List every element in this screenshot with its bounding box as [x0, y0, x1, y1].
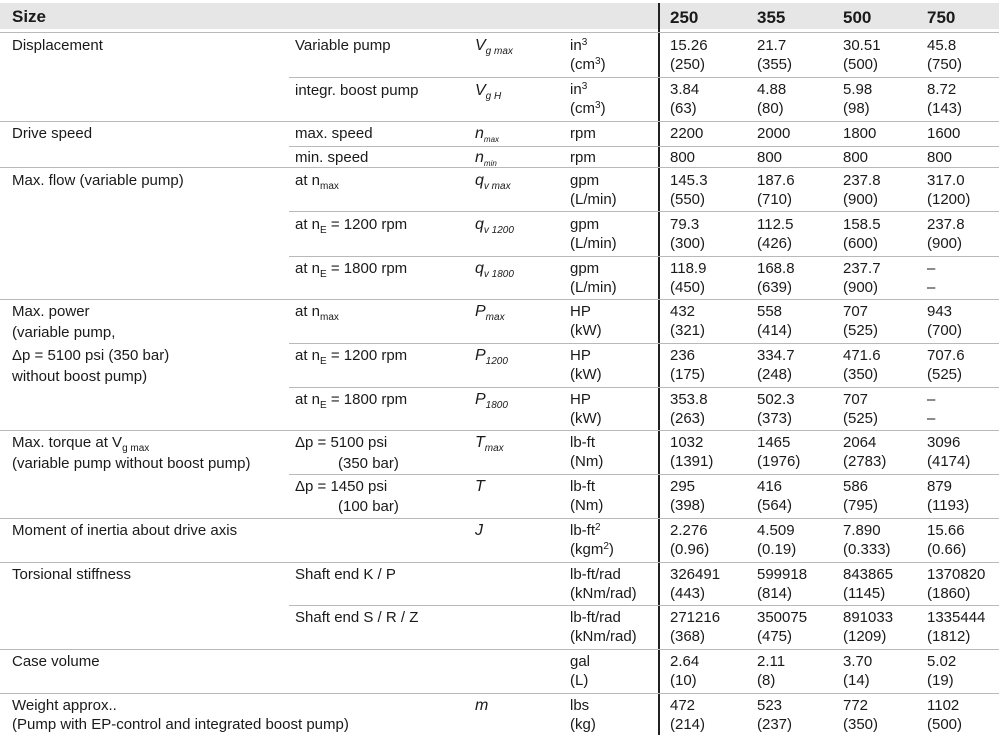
size-500-header: 500: [843, 8, 872, 27]
value-cell: (2783): [843, 453, 887, 470]
value-cell: 5.02: [927, 653, 957, 670]
boost-pump-condition: integr. boost pump: [295, 82, 419, 99]
value-cell: 30.51: [843, 37, 881, 54]
value-cell: 79.3: [670, 216, 700, 233]
value-cell: 158.5: [843, 216, 881, 233]
value-cell: (795): [843, 497, 879, 514]
value-cell: 879: [927, 478, 953, 495]
value-cell: 3096: [927, 434, 961, 451]
value-cell: (14): [843, 672, 870, 689]
shaft-srz-unit: lb-ft/rad: [570, 609, 621, 626]
max-speed-condition: max. speed: [295, 125, 373, 142]
torque-1450-condition: Δp = 1450 psi: [295, 478, 388, 495]
value-cell: (900): [843, 191, 879, 208]
value-cell: (214): [670, 716, 706, 733]
value-cell: 2064: [843, 434, 877, 451]
value-cell: (443): [670, 585, 706, 602]
value-cell: 772: [843, 697, 869, 714]
row-divider: [289, 211, 999, 212]
value-cell: 168.8: [757, 260, 795, 277]
value-cell: (1193): [927, 497, 970, 514]
value-cell: (143): [927, 100, 963, 117]
displacement-label: Displacement: [12, 37, 103, 54]
flow-1800-unit-metric: (L/min): [570, 279, 617, 296]
value-cell: 326491: [670, 566, 721, 583]
torque-1450-unit-metric: (Nm): [570, 497, 604, 514]
value-cell: 4.88: [757, 81, 787, 98]
power-nmax-unit-metric: (kW): [570, 322, 602, 339]
value-cell: 416: [757, 478, 783, 495]
value-cell: 1800: [843, 125, 877, 142]
value-cell: 7.890: [843, 522, 881, 539]
value-cell: (525): [843, 410, 879, 427]
value-cell: 1370820: [927, 566, 986, 583]
value-cell: (700): [927, 322, 963, 339]
power-1200-unit: HP: [570, 347, 591, 364]
flow-1200-symbol: $q_{v 1200}$: [475, 216, 514, 236]
value-cell: –: [927, 410, 936, 427]
value-cell: (0.333): [843, 541, 891, 558]
power-1800-unit: HP: [570, 391, 591, 408]
value-cell: 502.3: [757, 391, 795, 408]
value-cell: 236: [670, 347, 696, 364]
value-cell: 432: [670, 303, 696, 320]
value-column-divider: [658, 3, 660, 735]
row-divider: [0, 518, 999, 519]
value-cell: 4.509: [757, 522, 795, 539]
flow-1800-condition: at $n_E = 1800$ rpm: [295, 260, 408, 280]
value-cell: 45.8: [927, 37, 957, 54]
row-divider: [289, 146, 999, 147]
value-cell: 800: [927, 149, 953, 166]
power-nmax-symbol: $P_{max}$: [475, 303, 505, 323]
value-cell: 471.6: [843, 347, 881, 364]
value-cell: 800: [670, 149, 696, 166]
torque-5100-condition: Δp = 5100 psi: [295, 434, 388, 451]
power-1800-symbol: $P_{1800}$: [475, 391, 508, 411]
row-divider: [0, 167, 999, 168]
value-cell: (1145): [843, 585, 886, 602]
size-750-header: 750: [927, 8, 956, 27]
torque-1450-unit: lb-ft: [570, 478, 596, 495]
value-cell: 2.276: [670, 522, 708, 539]
inertia-unit: $lb-ft^2$: [570, 522, 601, 539]
value-cell: (300): [670, 235, 706, 252]
value-cell: (350): [843, 366, 879, 383]
value-cell: (414): [757, 322, 793, 339]
value-cell: (1391): [670, 453, 714, 470]
value-cell: (321): [670, 322, 706, 339]
value-cell: 3.84: [670, 81, 700, 98]
value-cell: 295: [670, 478, 696, 495]
value-cell: (0.19): [757, 541, 797, 558]
max-speed-symbol: $n_{max}$: [475, 125, 500, 144]
value-cell: (250): [670, 56, 706, 73]
value-cell: 237.8: [843, 172, 881, 189]
size-355-header: 355: [757, 8, 786, 27]
value-cell: (600): [843, 235, 879, 252]
value-cell: (900): [843, 279, 879, 296]
value-cell: (80): [757, 100, 784, 117]
shaft-srz-condition: Shaft end S / R / Z: [295, 609, 419, 626]
weight-symbol: m: [475, 697, 489, 714]
inertia-label: Moment of inertia about drive axis: [12, 522, 238, 539]
max-torque-label-line2: (variable pump without boost pump): [12, 455, 251, 472]
max-speed-unit: rpm: [570, 125, 596, 142]
value-cell: –: [927, 279, 936, 296]
power-nmax-condition: at $n_{max}$: [295, 303, 339, 323]
value-cell: (63): [670, 100, 697, 117]
value-cell: 523: [757, 697, 783, 714]
value-cell: –: [927, 260, 936, 277]
value-cell: (1209): [843, 628, 887, 645]
value-cell: (4174): [927, 453, 971, 470]
shaft-kp-unit: lb-ft/rad: [570, 566, 621, 583]
boost-pump-symbol: $V_{g H}$: [475, 82, 502, 102]
max-power-label-line4: without boost pump): [12, 368, 148, 385]
value-cell: (0.66): [927, 541, 967, 558]
value-cell: 2.64: [670, 653, 700, 670]
min-speed-unit: rpm: [570, 149, 596, 166]
value-cell: 118.9: [670, 260, 707, 277]
value-cell: (237): [757, 716, 793, 733]
value-cell: (0.96): [670, 541, 710, 558]
value-cell: 8.72: [927, 81, 957, 98]
value-cell: 145.3: [670, 172, 708, 189]
flow-nmax-symbol: $q_{v max}$: [475, 172, 511, 192]
power-1800-condition: at $n_E = 1800$ rpm: [295, 391, 408, 411]
value-cell: 1335444: [927, 609, 986, 626]
inertia-unit-metric: (kgm$^2$): [570, 541, 614, 558]
case-volume-unit: gal: [570, 653, 591, 670]
max-power-label-line3: Δp = 5100 psi (350 bar): [12, 347, 170, 364]
max-power-label: Max. power: [12, 303, 90, 320]
value-cell: 271216: [670, 609, 721, 626]
value-cell: (373): [757, 410, 793, 427]
value-cell: 2200: [670, 125, 704, 142]
value-cell: (475): [757, 628, 793, 645]
value-cell: 21.7: [757, 37, 787, 54]
value-cell: 1032: [670, 434, 704, 451]
power-nmax-unit: HP: [570, 303, 591, 320]
row-divider: [0, 693, 999, 694]
value-cell: –: [927, 391, 936, 408]
value-cell: 237.8: [927, 216, 965, 233]
weight-unit-metric: (kg): [570, 716, 596, 733]
row-divider: [289, 387, 999, 388]
value-cell: (639): [757, 279, 793, 296]
torque-max-symbol: $T_{max}$: [475, 434, 504, 454]
weight-label: Weight approx..: [12, 697, 117, 714]
size-250-header: 250: [670, 8, 699, 27]
row-divider: [289, 343, 999, 344]
value-cell: 1102: [927, 697, 960, 714]
boost-pump-unit-metric: $(cm^3)$: [570, 100, 606, 117]
flow-1200-unit: gpm: [570, 216, 600, 233]
variable-pump-symbol: $V_{g max}$: [475, 37, 513, 57]
max-flow-label: Max. flow (variable pump): [12, 172, 184, 189]
torque-5100-unit: lb-ft: [570, 434, 596, 451]
row-divider: [0, 562, 999, 563]
value-cell: (355): [757, 56, 793, 73]
row-divider: [0, 32, 999, 33]
flow-1800-unit: gpm: [570, 260, 600, 277]
power-1200-unit-metric: (kW): [570, 366, 602, 383]
value-cell: (175): [670, 366, 706, 383]
row-divider: [289, 77, 999, 78]
value-cell: 187.6: [757, 172, 795, 189]
shaft-kp-unit-metric: (kNm/rad): [570, 585, 637, 602]
min-speed-condition: min. speed: [295, 149, 369, 166]
value-cell: (350): [843, 716, 879, 733]
power-1200-symbol: $P_{1200}$: [475, 347, 508, 367]
row-divider: [0, 649, 999, 650]
value-cell: (1976): [757, 453, 801, 470]
power-1200-condition: at $n_E = 1200$ rpm: [295, 347, 408, 367]
row-divider: [289, 605, 999, 606]
value-cell: (263): [670, 410, 706, 427]
value-cell: (1200): [927, 191, 971, 208]
flow-1200-unit-metric: (L/min): [570, 235, 617, 252]
value-cell: (500): [927, 716, 963, 733]
value-cell: (19): [927, 672, 954, 689]
value-cell: (814): [757, 585, 793, 602]
value-cell: 586: [843, 478, 869, 495]
shaft-kp-condition: Shaft end K / P: [295, 566, 396, 583]
drive-speed-label: Drive speed: [12, 125, 93, 142]
flow-nmax-unit: gpm: [570, 172, 600, 189]
flow-1800-symbol: $q_{v 1800}$: [475, 260, 514, 280]
weight-unit: lbs: [570, 697, 590, 714]
value-cell: (1860): [927, 585, 971, 602]
value-cell: (368): [670, 628, 706, 645]
value-cell: (564): [757, 497, 793, 514]
row-divider: [0, 299, 999, 300]
power-1800-unit-metric: (kW): [570, 410, 602, 427]
inertia-symbol: J: [475, 522, 483, 539]
value-cell: (98): [843, 100, 870, 117]
max-power-label-line2: (variable pump,: [12, 324, 116, 341]
case-volume-label: Case volume: [12, 653, 100, 670]
value-cell: 843865: [843, 566, 894, 583]
value-cell: 112.5: [757, 216, 794, 233]
max-torque-label: Max. torque at $V_{g max}$: [12, 434, 150, 454]
value-cell: 5.98: [843, 81, 873, 98]
value-cell: 599918: [757, 566, 808, 583]
value-cell: 15.26: [670, 37, 708, 54]
value-cell: 3.70: [843, 653, 873, 670]
value-cell: 334.7: [757, 347, 795, 364]
torsional-label: Torsional stiffness: [12, 566, 131, 583]
value-cell: 1600: [927, 125, 961, 142]
value-cell: 237.7: [843, 260, 881, 277]
value-cell: 558: [757, 303, 783, 320]
value-cell: (1812): [927, 628, 971, 645]
value-cell: (500): [843, 56, 879, 73]
value-cell: 2000: [757, 125, 791, 142]
row-divider: [289, 474, 999, 475]
size-header: Size: [12, 7, 47, 26]
min-speed-symbol: $n_{min}$: [475, 149, 497, 168]
boost-pump-unit: $in^3$: [570, 81, 588, 98]
value-cell: (248): [757, 366, 793, 383]
variable-pump-unit: $in^3$: [570, 37, 588, 54]
row-divider: [0, 430, 999, 431]
value-cell: (900): [927, 235, 963, 252]
row-divider: [0, 121, 999, 122]
value-cell: (525): [927, 366, 963, 383]
value-cell: (550): [670, 191, 706, 208]
value-cell: (8): [757, 672, 776, 689]
value-cell: 15.66: [927, 522, 965, 539]
variable-pump-unit-metric: $(cm^3)$: [570, 56, 606, 73]
value-cell: 800: [843, 149, 869, 166]
flow-nmax-unit-metric: (L/min): [570, 191, 617, 208]
flow-1200-condition: at $n_E = 1200$ rpm: [295, 216, 408, 236]
shaft-srz-unit-metric: (kNm/rad): [570, 628, 637, 645]
value-cell: 891033: [843, 609, 894, 626]
value-cell: (450): [670, 279, 706, 296]
value-cell: (750): [927, 56, 963, 73]
value-cell: (710): [757, 191, 793, 208]
value-cell: (10): [670, 672, 697, 689]
value-cell: 707.6: [927, 347, 965, 364]
row-divider: [289, 256, 999, 257]
value-cell: 707: [843, 391, 869, 408]
torque-5100-condition-bar: (350 bar): [338, 455, 399, 472]
value-cell: 1465: [757, 434, 791, 451]
value-cell: 317.0: [927, 172, 965, 189]
variable-pump-condition: Variable pump: [295, 37, 391, 54]
value-cell: (525): [843, 322, 879, 339]
torque-symbol: T: [475, 478, 485, 495]
value-cell: 353.8: [670, 391, 708, 408]
value-cell: 2.11: [757, 653, 786, 670]
value-cell: 707: [843, 303, 869, 320]
torque-5100-unit-metric: (Nm): [570, 453, 604, 470]
value-cell: 350075: [757, 609, 808, 626]
value-cell: (398): [670, 497, 706, 514]
value-cell: (426): [757, 235, 793, 252]
value-cell: 472: [670, 697, 696, 714]
value-cell: 800: [757, 149, 783, 166]
torque-1450-condition-bar: (100 bar): [338, 498, 399, 515]
case-volume-unit-metric: (L): [570, 672, 589, 689]
value-cell: 943: [927, 303, 953, 320]
weight-label-line2: (Pump with EP-control and integrated boost pump): [12, 716, 349, 733]
flow-nmax-condition: at $n_{max}$: [295, 172, 339, 192]
